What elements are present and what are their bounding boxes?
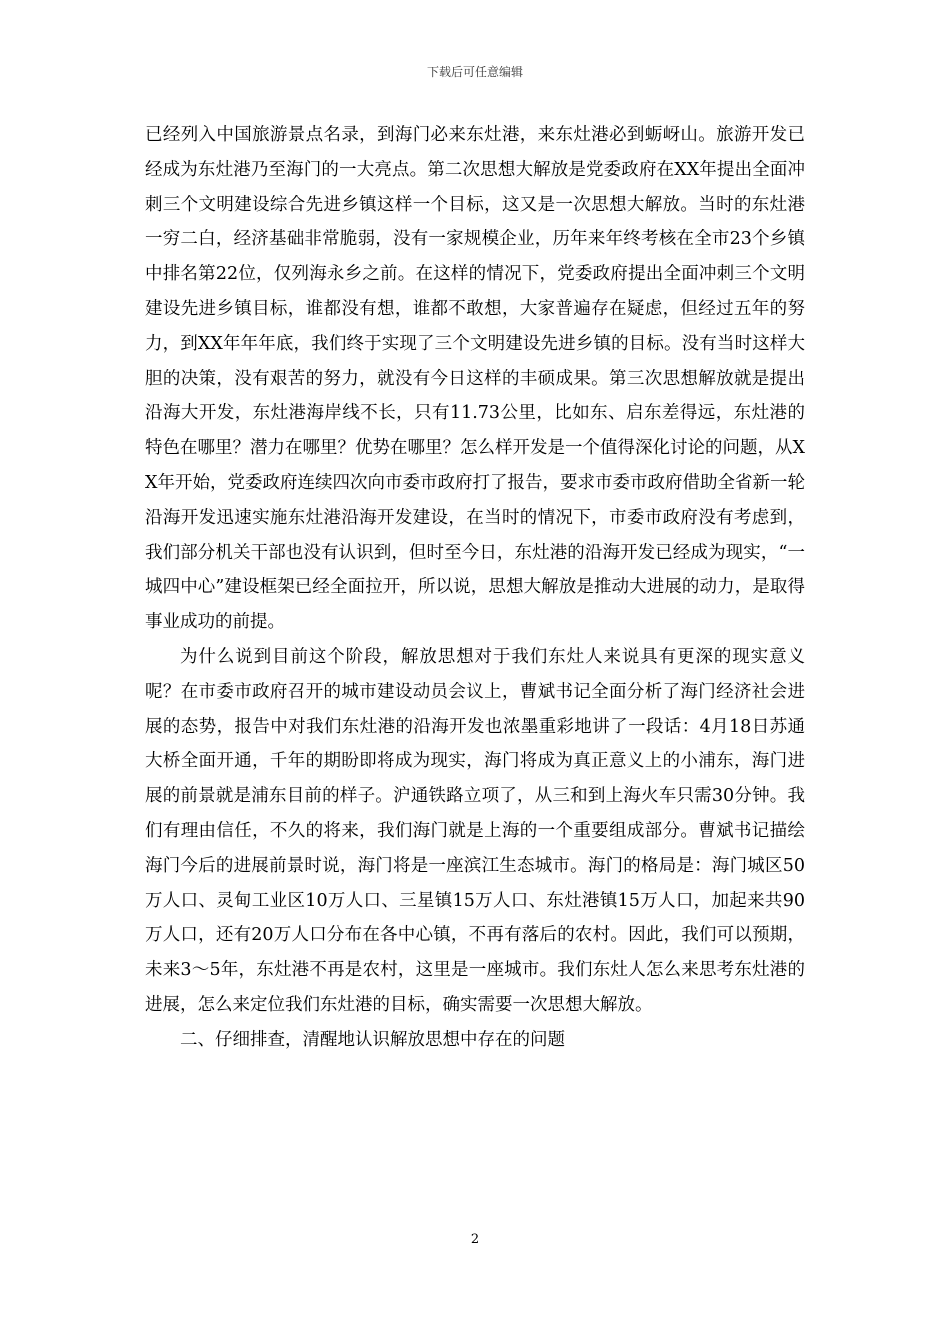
page-number: 2 xyxy=(470,1232,480,1247)
document-body xyxy=(145,118,805,1058)
section-heading: 二、仔细排查，清醒地认识解放思想中存在的问题 xyxy=(180,1029,565,1050)
paragraph-significance: 为什么说到目前这个阶段，解放思想对于我们东灶人来说具有更深的现实意义呢？在市委市政府召开的城市建设动员会议上，曹斌书记全面分析了海门经济社会进展的态势，报告中对我们东灶港的沿海开发也浓墨重彩地讲了一段话：4月18日苏通大桥全面开通，千年的期盼即将成为现实，海门将成为真正意义上的小浦东，海门进展的前景就是浦东目前的样子。沪通铁路立项了，从三和到上海火车只需30分钟。我们有理由信任，不久的将来，我们海门就是上海的一个重要组成部分。曹斌书记描绘海门今后的进展前景时说，海门将是一座滨江生态城市。海门的格局是：海门城区50万人口、灵甸工业区10万人口、三星镇15万人口、东灶港镇15万人口，加起来共90万人口，还有20万人口分布在各中心镇，不再有落后的农村。因此，我们可以预期，未来3～5年，东灶港不再是农村，这里是一座城市。我们东灶人怎么来思考东灶港的进展，怎么来定位我们东灶港的目标，确实需要一次思想大解放。 xyxy=(145,646,805,1015)
paragraph-continuation: 已经列入中国旅游景点名录，到海门必来东灶港，来东灶港必到蛎岈山。旅游开发已经成为东灶港乃至海门的一大亮点。第二次思想大解放是党委政府在XX年提出全面冲刺三个文明建设综合先进乡镇这样一个目标，这又是一次思想大解放。当时的东灶港一穷二白，经济基础非常脆弱，没有一家规模企业，历年来年终考核在全市23个乡镇中排名第22位，仅列海永乡之前。在这样的情况下，党委政府提出全面冲刺三个文明建设先进乡镇目标，谁都没有想，谁都不敢想，大家普遍存在疑虑，但经过五年的努力，到XX年年年底，我们终于实现了三个文明建设先进乡镇的目标。没有当时这样大胆的决策，没有艰苦的努力，就没有今日这样的丰硕成果。第三次思想解放就是提出沿海大开发，东灶港海岸线不长，只有11.73公里，比如东、启东差得远，东灶港的特色在哪里？潜力在哪里？优势在哪里？怎么样开发是一个值得深化讨论的问题，从XX年开始，党委政府连续四次向市委市政府打了报告，要求市委市政府借助全省新一轮沿海开发迅速实施东灶港沿海开发建设，在当时的情况下，市委市政府没有考虑到，我们部分机关干部也没有认识到，但时至今日，东灶港的沿海开发已经成为现实，“一城四中心”建设框架已经全面拉开，所以说，思想大解放是推动大进展的动力，是取得事业成功的前提。 xyxy=(145,125,805,633)
page-header: 下载后可任意编辑 xyxy=(426,65,523,79)
